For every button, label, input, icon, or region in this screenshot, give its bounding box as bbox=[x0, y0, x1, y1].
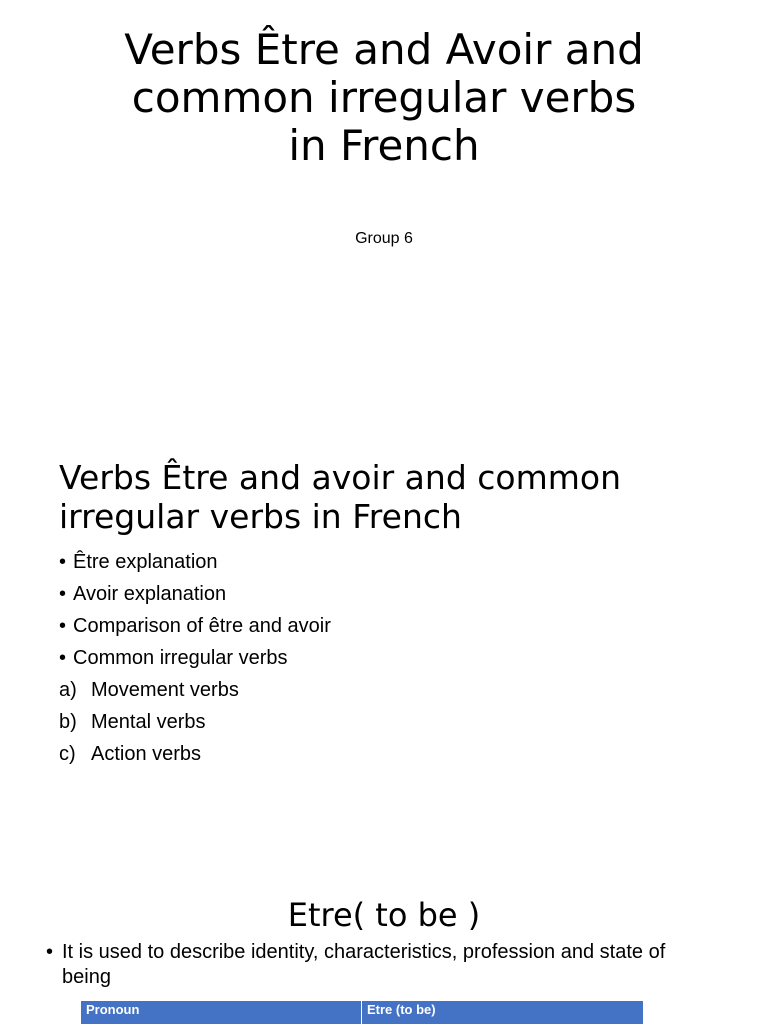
bullet-paragraph bbox=[46, 940, 706, 990]
bullet-marker: • bbox=[59, 647, 67, 669]
list-item-text: Comparison of être and avoir bbox=[73, 615, 331, 637]
list-item bbox=[59, 674, 699, 706]
title-line: common irregular verbs bbox=[131, 73, 637, 122]
list-item bbox=[59, 706, 699, 738]
list-item-text: Movement verbs bbox=[91, 679, 239, 701]
slide-subtitle: Group 6 bbox=[355, 230, 413, 247]
bullet-marker: • bbox=[59, 583, 67, 605]
table-header-pronoun: Pronoun bbox=[81, 1001, 362, 1024]
contents-list bbox=[59, 546, 699, 770]
list-item bbox=[59, 546, 699, 578]
slide-title: Etre( to be ) bbox=[287, 896, 481, 934]
letter-marker: c) bbox=[59, 743, 76, 765]
list-item-text: Avoir explanation bbox=[73, 583, 227, 605]
bullet-text: It is used to describe identity, characteristics, profession and state of being bbox=[62, 941, 666, 988]
letter-marker: a) bbox=[59, 679, 77, 701]
conjugation-table-header bbox=[81, 1001, 643, 1024]
list-item bbox=[59, 642, 699, 674]
list-item bbox=[59, 738, 699, 770]
title-line: irregular verbs in French bbox=[59, 497, 462, 536]
slide-title bbox=[60, 26, 708, 170]
bullet-marker: • bbox=[59, 615, 67, 637]
slide-title bbox=[59, 458, 739, 536]
title-line: Verbs Être and avoir and common bbox=[59, 458, 621, 497]
list-item-text: Action verbs bbox=[91, 743, 202, 765]
list-item bbox=[59, 610, 699, 642]
list-item bbox=[59, 578, 699, 610]
bullet-marker: • bbox=[59, 551, 67, 573]
list-item-text: Common irregular verbs bbox=[73, 647, 288, 669]
bullet-marker: • bbox=[46, 941, 54, 963]
contents-slide bbox=[0, 432, 768, 864]
etre-slide bbox=[0, 864, 768, 1024]
table-header-etre: Etre (to be) bbox=[367, 1002, 436, 1017]
letter-marker: b) bbox=[59, 711, 77, 733]
title-line: Verbs Être and Avoir and bbox=[124, 25, 644, 74]
title-slide bbox=[0, 0, 768, 432]
title-line: in French bbox=[288, 121, 480, 170]
list-item-text: Mental verbs bbox=[91, 711, 206, 733]
list-item-text: Être explanation bbox=[73, 551, 218, 573]
